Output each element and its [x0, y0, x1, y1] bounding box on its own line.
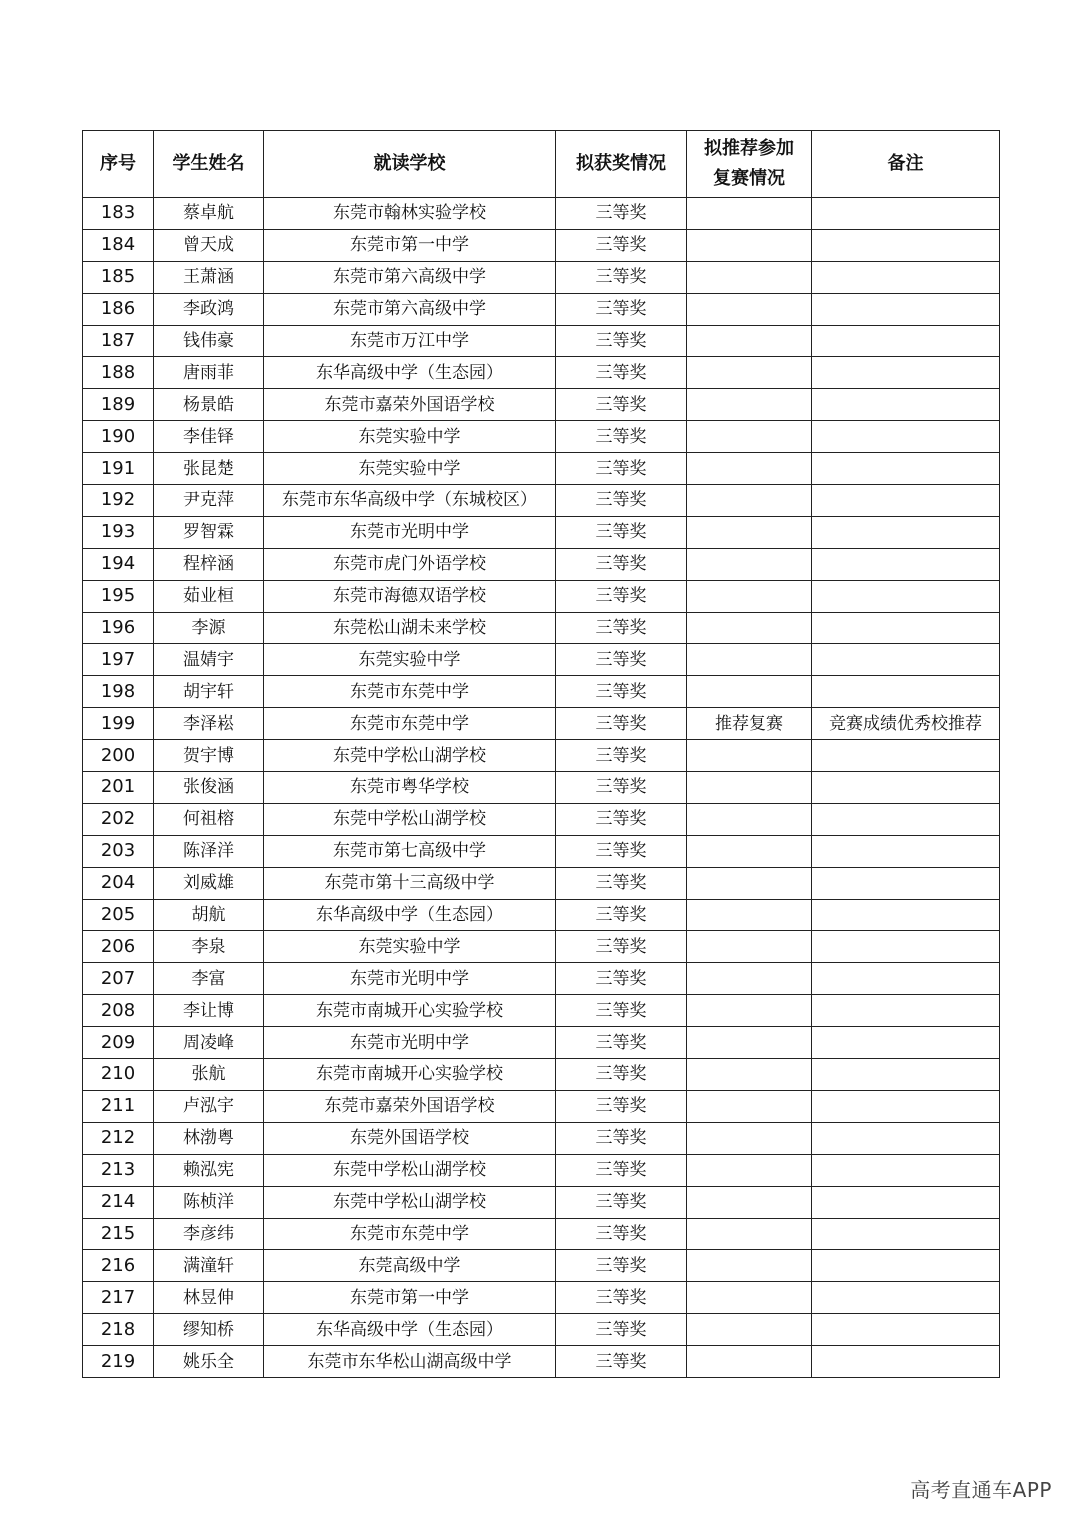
cell-student-name: 曾天成 — [154, 229, 264, 261]
cell-student-name: 林渤粤 — [154, 1122, 264, 1154]
cell-school: 东莞实验中学 — [264, 421, 556, 453]
cell-award: 三等奖 — [556, 835, 687, 867]
cell-student-name: 杨景皓 — [154, 389, 264, 421]
cell-student-name: 李彦纬 — [154, 1218, 264, 1250]
cell-remarks — [812, 676, 1000, 708]
cell-serial-number: 196 — [83, 612, 154, 644]
cell-school: 东莞市嘉荣外国语学校 — [264, 1090, 556, 1122]
cell-school: 东莞市南城开心实验学校 — [264, 995, 556, 1027]
cell-serial-number: 185 — [83, 261, 154, 293]
cell-remarks — [812, 899, 1000, 931]
table-row — [83, 548, 1000, 580]
cell-remarks — [812, 1090, 1000, 1122]
cell-serial-number: 204 — [83, 867, 154, 899]
cell-remarks — [812, 1314, 1000, 1346]
cell-remarks — [812, 931, 1000, 963]
cell-serial-number: 203 — [83, 835, 154, 867]
cell-school: 东莞市光明中学 — [264, 516, 556, 548]
cell-award: 三等奖 — [556, 995, 687, 1027]
cell-serial-number: 190 — [83, 421, 154, 453]
cell-remarks — [812, 1186, 1000, 1218]
cell-serial-number: 184 — [83, 229, 154, 261]
cell-school: 东莞市虎门外语学校 — [264, 548, 556, 580]
cell-recommendation — [687, 198, 812, 230]
cell-award: 三等奖 — [556, 867, 687, 899]
cell-student-name: 张航 — [154, 1059, 264, 1091]
cell-award: 三等奖 — [556, 1059, 687, 1091]
cell-recommendation — [687, 995, 812, 1027]
cell-student-name: 程梓涵 — [154, 548, 264, 580]
cell-award: 三等奖 — [556, 1090, 687, 1122]
cell-student-name: 姚乐全 — [154, 1346, 264, 1378]
cell-serial-number: 191 — [83, 453, 154, 485]
cell-recommendation: 推荐复赛 — [687, 708, 812, 740]
table-row — [83, 676, 1000, 708]
table-row — [83, 867, 1000, 899]
cell-serial-number: 195 — [83, 580, 154, 612]
cell-student-name: 赖泓宪 — [154, 1154, 264, 1186]
table-row — [83, 899, 1000, 931]
cell-recommendation — [687, 1186, 812, 1218]
cell-student-name: 满潼轩 — [154, 1250, 264, 1282]
cell-recommendation — [687, 325, 812, 357]
cell-award: 三等奖 — [556, 931, 687, 963]
cell-school: 东莞市嘉荣外国语学校 — [264, 389, 556, 421]
cell-school: 东莞市南城开心实验学校 — [264, 1059, 556, 1091]
cell-remarks — [812, 516, 1000, 548]
table-row — [83, 261, 1000, 293]
table-row — [83, 612, 1000, 644]
table-row — [83, 1218, 1000, 1250]
cell-recommendation — [687, 421, 812, 453]
table-row — [83, 963, 1000, 995]
cell-serial-number: 207 — [83, 963, 154, 995]
cell-recommendation — [687, 516, 812, 548]
cell-student-name: 李政鸿 — [154, 293, 264, 325]
cell-award: 三等奖 — [556, 1314, 687, 1346]
cell-serial-number: 200 — [83, 740, 154, 772]
cell-recommendation — [687, 644, 812, 676]
cell-recommendation — [687, 899, 812, 931]
cell-remarks — [812, 389, 1000, 421]
cell-school: 东莞市万江中学 — [264, 325, 556, 357]
table-row — [83, 1282, 1000, 1314]
cell-award: 三等奖 — [556, 612, 687, 644]
cell-recommendation — [687, 453, 812, 485]
cell-serial-number: 206 — [83, 931, 154, 963]
table-row — [83, 516, 1000, 548]
cell-serial-number: 197 — [83, 644, 154, 676]
cell-serial-number: 208 — [83, 995, 154, 1027]
cell-student-name: 李让博 — [154, 995, 264, 1027]
cell-award: 三等奖 — [556, 453, 687, 485]
cell-award: 三等奖 — [556, 644, 687, 676]
cell-remarks — [812, 421, 1000, 453]
cell-school: 东莞市东华高级中学（东城校区） — [264, 485, 556, 517]
cell-school: 东莞外国语学校 — [264, 1122, 556, 1154]
cell-serial-number: 183 — [83, 198, 154, 230]
cell-award: 三等奖 — [556, 1218, 687, 1250]
cell-school: 东莞市第十三高级中学 — [264, 867, 556, 899]
table-row — [83, 1346, 1000, 1378]
cell-award: 三等奖 — [556, 516, 687, 548]
cell-recommendation — [687, 835, 812, 867]
cell-serial-number: 187 — [83, 325, 154, 357]
cell-serial-number: 202 — [83, 803, 154, 835]
cell-remarks — [812, 1059, 1000, 1091]
cell-school: 东莞中学松山湖学校 — [264, 1154, 556, 1186]
cell-remarks — [812, 198, 1000, 230]
header-serial-number: 序号 — [83, 131, 154, 198]
cell-remarks: 竞赛成绩优秀校推荐 — [812, 708, 1000, 740]
cell-remarks — [812, 995, 1000, 1027]
cell-recommendation — [687, 740, 812, 772]
cell-serial-number: 198 — [83, 676, 154, 708]
cell-remarks — [812, 1154, 1000, 1186]
cell-remarks — [812, 835, 1000, 867]
cell-student-name: 茹业桓 — [154, 580, 264, 612]
cell-serial-number: 215 — [83, 1218, 154, 1250]
cell-recommendation — [687, 1218, 812, 1250]
cell-recommendation — [687, 580, 812, 612]
cell-student-name: 唐雨菲 — [154, 357, 264, 389]
cell-school: 东莞市东莞中学 — [264, 676, 556, 708]
cell-school: 东莞松山湖未来学校 — [264, 612, 556, 644]
cell-serial-number: 194 — [83, 548, 154, 580]
cell-school: 东莞市第六高级中学 — [264, 293, 556, 325]
cell-school: 东莞市第七高级中学 — [264, 835, 556, 867]
cell-student-name: 李泽崧 — [154, 708, 264, 740]
cell-recommendation — [687, 1122, 812, 1154]
table-row — [83, 293, 1000, 325]
cell-award: 三等奖 — [556, 389, 687, 421]
cell-remarks — [812, 453, 1000, 485]
cell-serial-number: 201 — [83, 772, 154, 804]
cell-award: 三等奖 — [556, 261, 687, 293]
cell-award: 三等奖 — [556, 325, 687, 357]
cell-student-name: 张昆楚 — [154, 453, 264, 485]
cell-recommendation — [687, 772, 812, 804]
table-row — [83, 644, 1000, 676]
cell-student-name: 钱伟豪 — [154, 325, 264, 357]
cell-serial-number: 189 — [83, 389, 154, 421]
cell-serial-number: 219 — [83, 1346, 154, 1378]
cell-school: 东莞市粤华学校 — [264, 772, 556, 804]
cell-student-name: 陈泽洋 — [154, 835, 264, 867]
cell-remarks — [812, 1346, 1000, 1378]
cell-award: 三等奖 — [556, 740, 687, 772]
cell-recommendation — [687, 1282, 812, 1314]
cell-school: 东莞市东华松山湖高级中学 — [264, 1346, 556, 1378]
award-list-table — [82, 130, 1000, 1378]
table-row — [83, 229, 1000, 261]
table-row — [83, 1250, 1000, 1282]
cell-award: 三等奖 — [556, 803, 687, 835]
cell-remarks — [812, 612, 1000, 644]
table-row — [83, 1186, 1000, 1218]
cell-award: 三等奖 — [556, 421, 687, 453]
cell-award: 三等奖 — [556, 676, 687, 708]
cell-award: 三等奖 — [556, 357, 687, 389]
cell-serial-number: 209 — [83, 1027, 154, 1059]
cell-remarks — [812, 548, 1000, 580]
cell-recommendation — [687, 389, 812, 421]
cell-award: 三等奖 — [556, 1282, 687, 1314]
cell-student-name: 何祖榕 — [154, 803, 264, 835]
cell-award: 三等奖 — [556, 293, 687, 325]
cell-remarks — [812, 644, 1000, 676]
table-row — [83, 708, 1000, 740]
table-header — [83, 131, 1000, 198]
table-row — [83, 740, 1000, 772]
table-row — [83, 1027, 1000, 1059]
cell-student-name: 温婧宇 — [154, 644, 264, 676]
award-list-table-container — [82, 130, 999, 1378]
cell-recommendation — [687, 1090, 812, 1122]
cell-recommendation — [687, 261, 812, 293]
table-row — [83, 325, 1000, 357]
cell-student-name: 刘威雄 — [154, 867, 264, 899]
cell-serial-number: 186 — [83, 293, 154, 325]
cell-school: 东莞市东莞中学 — [264, 1218, 556, 1250]
cell-student-name: 卢泓宇 — [154, 1090, 264, 1122]
table-row — [83, 1122, 1000, 1154]
cell-remarks — [812, 261, 1000, 293]
cell-school: 东莞高级中学 — [264, 1250, 556, 1282]
cell-serial-number: 218 — [83, 1314, 154, 1346]
cell-serial-number: 188 — [83, 357, 154, 389]
cell-recommendation — [687, 1314, 812, 1346]
cell-school: 东莞实验中学 — [264, 453, 556, 485]
cell-recommendation — [687, 1250, 812, 1282]
cell-student-name: 胡宇轩 — [154, 676, 264, 708]
table-row — [83, 1314, 1000, 1346]
cell-award: 三等奖 — [556, 1186, 687, 1218]
cell-recommendation — [687, 963, 812, 995]
cell-school: 东莞市海德双语学校 — [264, 580, 556, 612]
cell-award: 三等奖 — [556, 1154, 687, 1186]
cell-remarks — [812, 229, 1000, 261]
cell-school: 东莞实验中学 — [264, 644, 556, 676]
cell-student-name: 李泉 — [154, 931, 264, 963]
table-row — [83, 485, 1000, 517]
cell-student-name: 缪知桥 — [154, 1314, 264, 1346]
cell-recommendation — [687, 1154, 812, 1186]
cell-serial-number: 210 — [83, 1059, 154, 1091]
cell-remarks — [812, 357, 1000, 389]
cell-remarks — [812, 325, 1000, 357]
cell-student-name: 贺宇博 — [154, 740, 264, 772]
cell-student-name: 李佳铎 — [154, 421, 264, 453]
cell-award: 三等奖 — [556, 1122, 687, 1154]
cell-student-name: 李源 — [154, 612, 264, 644]
cell-award: 三等奖 — [556, 708, 687, 740]
cell-serial-number: 205 — [83, 899, 154, 931]
cell-student-name: 林昱伸 — [154, 1282, 264, 1314]
cell-student-name: 罗智霖 — [154, 516, 264, 548]
cell-serial-number: 199 — [83, 708, 154, 740]
cell-award: 三等奖 — [556, 1250, 687, 1282]
cell-student-name: 李富 — [154, 963, 264, 995]
cell-remarks — [812, 485, 1000, 517]
cell-award: 三等奖 — [556, 548, 687, 580]
cell-award: 三等奖 — [556, 772, 687, 804]
header-school: 就读学校 — [264, 131, 556, 198]
cell-award: 三等奖 — [556, 1346, 687, 1378]
table-row — [83, 357, 1000, 389]
cell-school: 东莞实验中学 — [264, 931, 556, 963]
table-row — [83, 803, 1000, 835]
table-row — [83, 1154, 1000, 1186]
table-row — [83, 835, 1000, 867]
cell-recommendation — [687, 293, 812, 325]
cell-school: 东莞市第一中学 — [264, 1282, 556, 1314]
cell-award: 三等奖 — [556, 899, 687, 931]
cell-serial-number: 212 — [83, 1122, 154, 1154]
cell-school: 东莞市光明中学 — [264, 963, 556, 995]
cell-school: 东华高级中学（生态园） — [264, 1314, 556, 1346]
cell-recommendation — [687, 485, 812, 517]
table-row — [83, 995, 1000, 1027]
cell-award: 三等奖 — [556, 580, 687, 612]
cell-remarks — [812, 1250, 1000, 1282]
cell-recommendation — [687, 676, 812, 708]
cell-school: 东华高级中学（生态园） — [264, 899, 556, 931]
cell-serial-number: 217 — [83, 1282, 154, 1314]
table-row — [83, 1090, 1000, 1122]
cell-recommendation — [687, 931, 812, 963]
cell-student-name: 蔡卓航 — [154, 198, 264, 230]
cell-school: 东莞市第六高级中学 — [264, 261, 556, 293]
cell-recommendation — [687, 867, 812, 899]
cell-award: 三等奖 — [556, 1027, 687, 1059]
watermark-text: 高考直通车APP — [910, 1478, 1052, 1502]
cell-student-name: 尹克萍 — [154, 485, 264, 517]
cell-remarks — [812, 1282, 1000, 1314]
cell-school: 东莞中学松山湖学校 — [264, 740, 556, 772]
cell-recommendation — [687, 357, 812, 389]
cell-school: 东莞市光明中学 — [264, 1027, 556, 1059]
header-remarks: 备注 — [812, 131, 1000, 198]
cell-remarks — [812, 293, 1000, 325]
cell-serial-number: 213 — [83, 1154, 154, 1186]
cell-award: 三等奖 — [556, 485, 687, 517]
cell-student-name: 周凌峰 — [154, 1027, 264, 1059]
table-row — [83, 453, 1000, 485]
cell-remarks — [812, 772, 1000, 804]
cell-recommendation — [687, 1346, 812, 1378]
cell-school: 东华高级中学（生态园） — [264, 357, 556, 389]
table-row — [83, 389, 1000, 421]
cell-serial-number: 193 — [83, 516, 154, 548]
header-award: 拟获奖情况 — [556, 131, 687, 198]
header-student-name: 学生姓名 — [154, 131, 264, 198]
header-row — [83, 131, 1000, 198]
cell-student-name: 胡航 — [154, 899, 264, 931]
cell-remarks — [812, 803, 1000, 835]
table-row — [83, 772, 1000, 804]
cell-remarks — [812, 1218, 1000, 1250]
table-row — [83, 580, 1000, 612]
cell-school: 东莞市东莞中学 — [264, 708, 556, 740]
table-body — [83, 198, 1000, 1378]
cell-student-name: 陈桢洋 — [154, 1186, 264, 1218]
cell-student-name: 王萧涵 — [154, 261, 264, 293]
cell-remarks — [812, 580, 1000, 612]
cell-recommendation — [687, 612, 812, 644]
table-row — [83, 198, 1000, 230]
cell-recommendation — [687, 229, 812, 261]
cell-remarks — [812, 740, 1000, 772]
cell-award: 三等奖 — [556, 198, 687, 230]
table-row — [83, 1059, 1000, 1091]
table-row — [83, 931, 1000, 963]
cell-recommendation — [687, 548, 812, 580]
cell-remarks — [812, 1027, 1000, 1059]
header-recommendation: 拟推荐参加复赛情况 — [687, 131, 812, 198]
cell-recommendation — [687, 1059, 812, 1091]
cell-serial-number: 211 — [83, 1090, 154, 1122]
cell-school: 东莞市翰林实验学校 — [264, 198, 556, 230]
cell-remarks — [812, 1122, 1000, 1154]
cell-award: 三等奖 — [556, 229, 687, 261]
table-row — [83, 421, 1000, 453]
cell-award: 三等奖 — [556, 963, 687, 995]
cell-serial-number: 214 — [83, 1186, 154, 1218]
cell-school: 东莞中学松山湖学校 — [264, 803, 556, 835]
cell-serial-number: 192 — [83, 485, 154, 517]
cell-school: 东莞市第一中学 — [264, 229, 556, 261]
cell-remarks — [812, 963, 1000, 995]
cell-recommendation — [687, 1027, 812, 1059]
cell-student-name: 张俊涵 — [154, 772, 264, 804]
cell-recommendation — [687, 803, 812, 835]
cell-remarks — [812, 867, 1000, 899]
cell-serial-number: 216 — [83, 1250, 154, 1282]
cell-school: 东莞中学松山湖学校 — [264, 1186, 556, 1218]
